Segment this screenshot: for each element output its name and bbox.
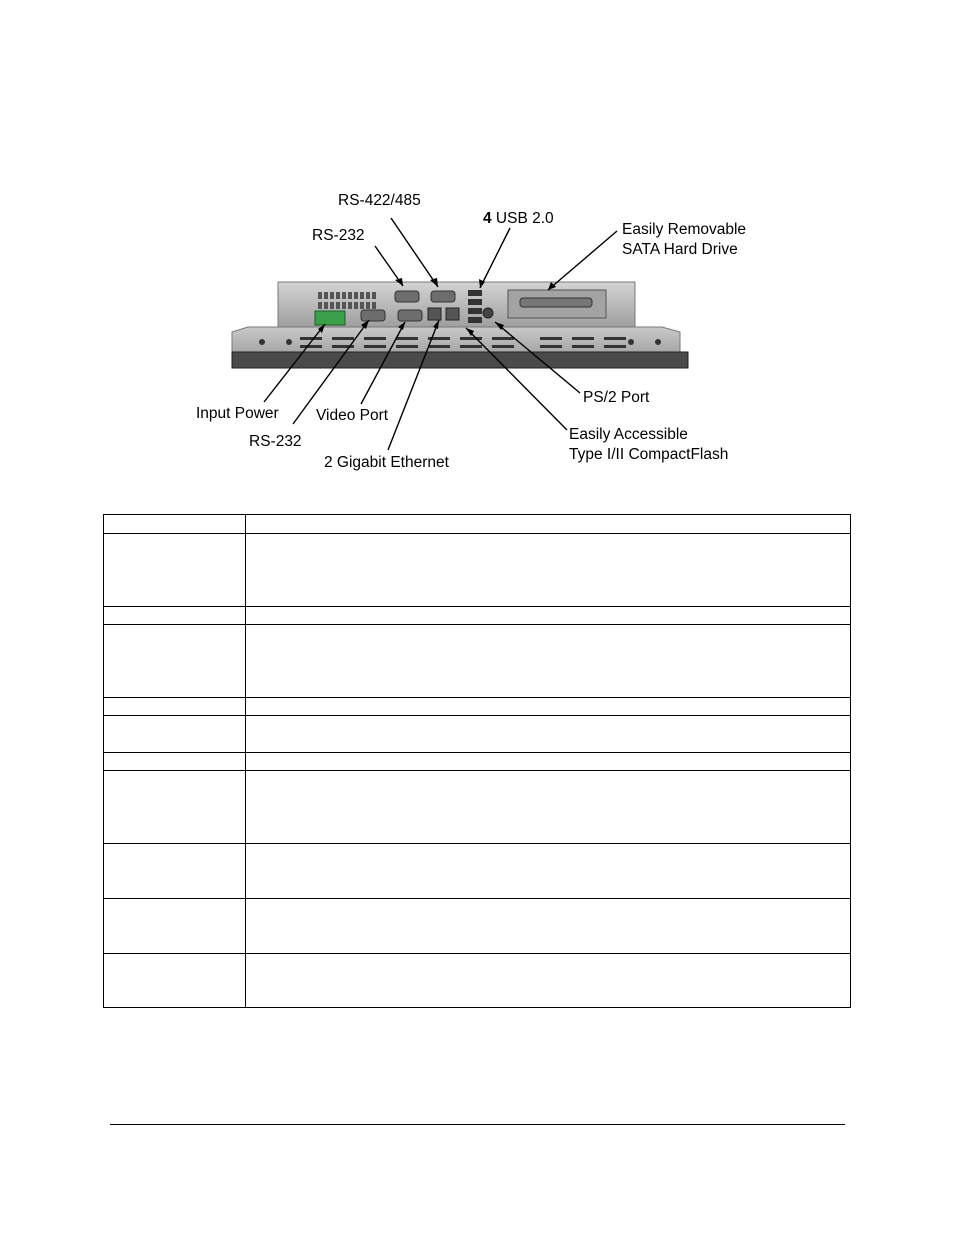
table-row (104, 716, 851, 753)
table-row (104, 954, 851, 1008)
callout-rs232-bottom: RS-232 (249, 433, 302, 450)
table-row (104, 771, 851, 844)
table-cell (246, 698, 851, 716)
callout-usb-count: 4 (483, 210, 492, 227)
table-cell (246, 753, 851, 771)
table-cell (104, 844, 246, 899)
specification-table (103, 514, 851, 1008)
table-cell (104, 515, 246, 534)
table-row (104, 899, 851, 954)
table-cell (104, 625, 246, 698)
callout-cf-line2: Type I/II CompactFlash (569, 446, 729, 463)
table-row (104, 534, 851, 607)
table-cell (246, 844, 851, 899)
footer-rule (110, 1124, 845, 1125)
table-cell (104, 954, 246, 1008)
table-row (104, 844, 851, 899)
table-cell (104, 698, 246, 716)
table-row (104, 698, 851, 716)
table-cell (246, 534, 851, 607)
rear-panel-figure (0, 0, 954, 500)
table-cell (246, 607, 851, 625)
table-cell (246, 625, 851, 698)
rear-panel-illustration (0, 0, 954, 500)
callout-sata-line1: Easily Removable (622, 221, 747, 238)
table-cell (246, 899, 851, 954)
table-cell (104, 716, 246, 753)
table-cell (104, 899, 246, 954)
callout-rs232-top: RS-232 (312, 227, 365, 244)
table-cell (246, 716, 851, 753)
callout-ps2-port: PS/2 Port (583, 389, 650, 406)
table-row (104, 753, 851, 771)
callout-usb (483, 209, 554, 229)
table-cell (104, 753, 246, 771)
table-row (104, 515, 851, 534)
table-cell (246, 515, 851, 534)
table-cell (104, 607, 246, 625)
callout-rs422-485: RS-422/485 (338, 192, 421, 209)
table-cell (104, 534, 246, 607)
callout-sata-line2: SATA Hard Drive (622, 241, 738, 258)
table-row (104, 607, 851, 625)
table-cell (246, 954, 851, 1008)
table-cell (246, 771, 851, 844)
callout-video-port: Video Port (316, 407, 389, 424)
callout-usb-label: USB 2.0 (491, 210, 554, 227)
table-row (104, 625, 851, 698)
callout-cf-line1: Easily Accessible (569, 426, 688, 443)
table-cell (104, 771, 246, 844)
callout-ethernet: 2 Gigabit Ethernet (324, 454, 449, 471)
callout-input-power: Input Power (196, 405, 279, 422)
